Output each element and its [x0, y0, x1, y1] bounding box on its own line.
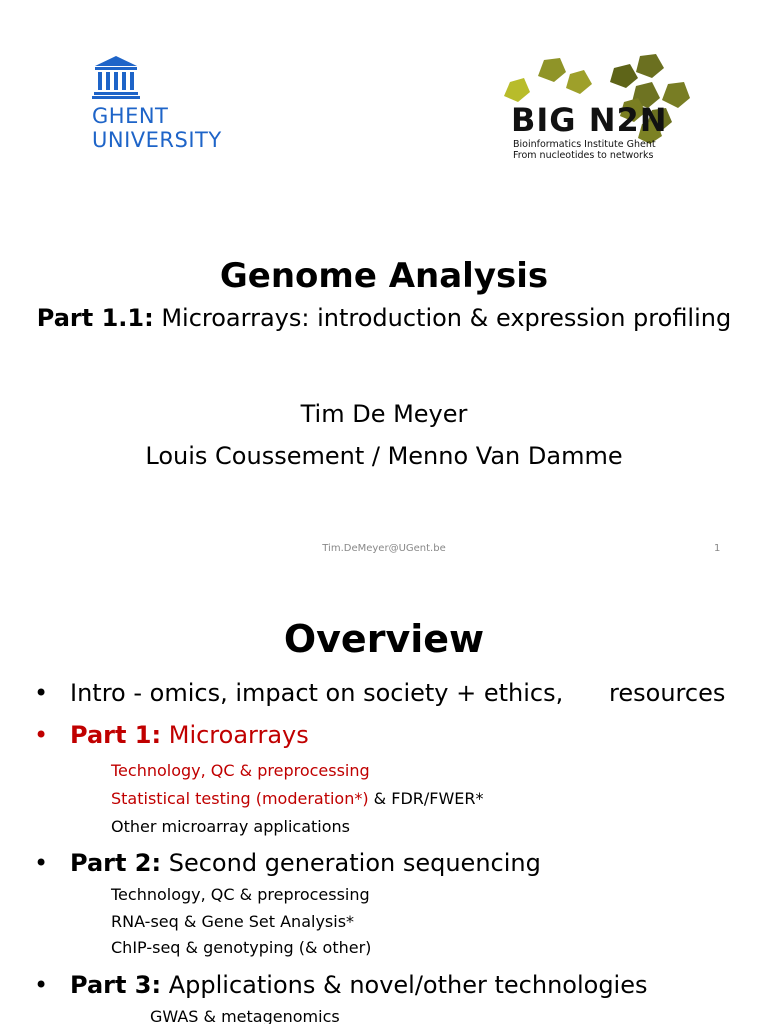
sub-item: RNA-seq & Gene Set Analysis* [111, 912, 355, 931]
sub-item: Technology, QC & preprocessing [111, 885, 370, 904]
sub-item: ChIP-seq & genotyping (& other) [111, 938, 372, 957]
bullet-text: Intro - omics, impact on society + ethics, resources [70, 679, 726, 707]
big-n2n-line1: Bioinformatics Institute Ghent [513, 139, 656, 150]
slide-subtitle [0, 302, 768, 334]
big-n2n-title: BIG N2N [511, 101, 668, 139]
ghent-university-logo [92, 54, 222, 164]
sub-item-rest: & FDR/FWER* [368, 789, 484, 808]
author-primary: Tim De Meyer [300, 400, 468, 428]
footer-email: Tim.DeMeyer@UGent.be [322, 543, 446, 554]
overview-slide [0, 576, 768, 1024]
bullet-label: Part 1: [70, 721, 162, 749]
big-n2n-tagline [513, 139, 656, 161]
page-number: 1 [714, 543, 721, 554]
ugent-line2: UNIVERSITY [92, 128, 222, 152]
slide-title: Genome Analysis [219, 256, 549, 296]
sub-item [111, 789, 484, 809]
bullet-label: Part 3: [70, 971, 162, 999]
building-icon [92, 54, 140, 100]
bullet-dot-icon: • [34, 679, 49, 707]
subtitle-text: Microarrays: introduction & expression profiling [153, 304, 732, 332]
bullet-dot-icon: • [34, 971, 49, 999]
big-n2n-logo [490, 52, 710, 164]
big-n2n-line2: From nucleotides to networks [513, 150, 654, 161]
sub-item: Technology, QC & preprocessing [111, 761, 370, 780]
overview-title: Overview [283, 617, 485, 661]
subtitle-part-label: Part 1.1: [36, 304, 154, 332]
bullet-text: Second generation sequencing [161, 849, 541, 877]
sub-item-highlight: Statistical testing (moderation*) [111, 789, 369, 808]
author-secondary: Louis Coussement / Menno Van Damme [145, 442, 623, 470]
bullet-text: Applications & novel/other technologies [161, 971, 648, 999]
bullet-dot-icon: • [34, 721, 49, 749]
ugent-wordmark [92, 104, 222, 152]
bullet-dot-icon: • [34, 849, 49, 877]
sub-item: GWAS & metagenomics [150, 1007, 340, 1024]
bullet-label: Part 2: [70, 849, 162, 877]
ugent-line1: GHENT [92, 104, 169, 128]
sub-item: Other microarray applications [111, 817, 350, 836]
bullet-text: Microarrays [161, 721, 309, 749]
